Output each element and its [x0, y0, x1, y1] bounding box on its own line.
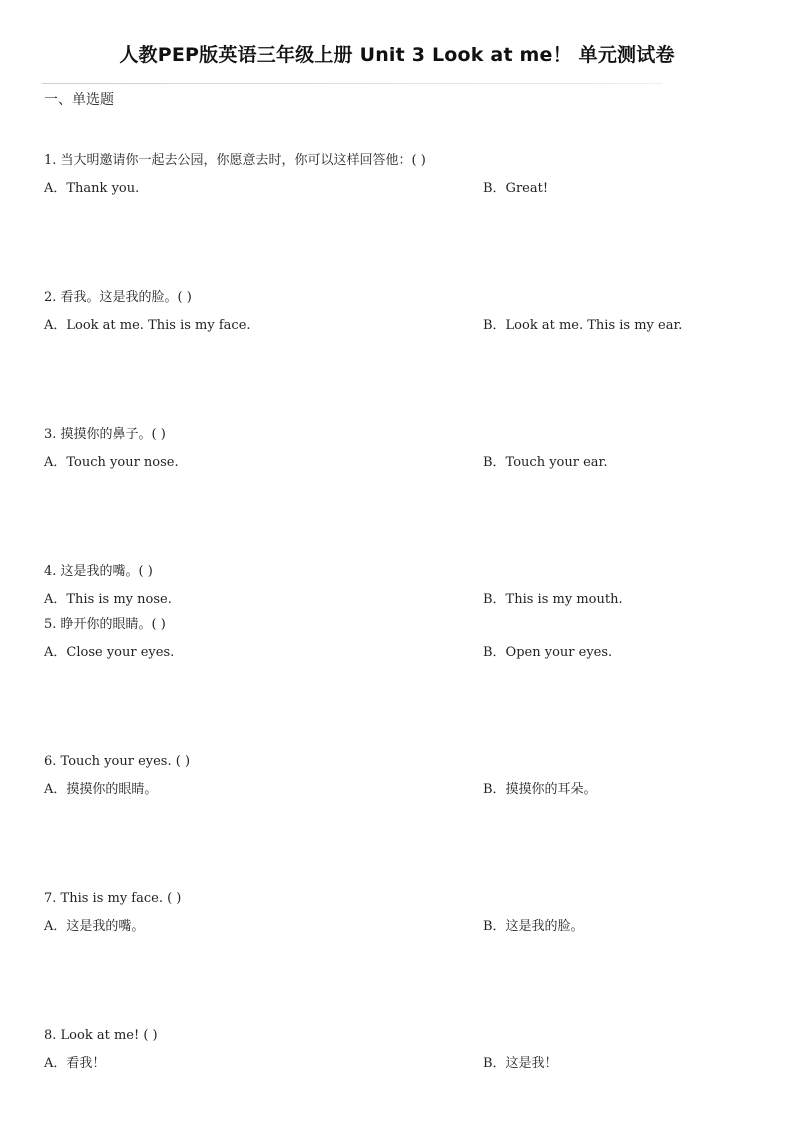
question-3-stem: 3. 摸摸你的鼻子。( ) [44, 427, 166, 442]
question-1-stem: 1. 当大明邀请你一起去公园，你愿意去时，你可以这样回答他：( ) [44, 153, 426, 168]
question-2-option-a[interactable]: A．Look at me. This is my face. [44, 318, 251, 333]
question-5-stem: 5. 睁开你的眼睛。( ) [44, 617, 166, 632]
question-1-option-a[interactable]: A．Thank you. [44, 181, 140, 196]
section-heading: 一、单选题 [44, 92, 114, 108]
question-5-option-a[interactable]: A．Close your eyes. [44, 645, 175, 660]
question-8-option-a[interactable]: A．看我！ [44, 1056, 106, 1071]
title-divider [42, 83, 662, 84]
question-6-option-b[interactable]: B．摸摸你的耳朵。 [483, 782, 597, 797]
question-3-option-b[interactable]: B．Touch your ear. [483, 455, 608, 470]
question-4-stem: 4. 这是我的嘴。( ) [44, 564, 153, 579]
question-8-stem: 8. Look at me! ( ) [44, 1028, 158, 1043]
question-3-option-a[interactable]: A．Touch your nose. [44, 455, 179, 470]
question-2-stem: 2. 看我。这是我的脸。( ) [44, 290, 192, 305]
question-6-option-a[interactable]: A．摸摸你的眼睛。 [44, 782, 158, 797]
question-4-option-a[interactable]: A．This is my nose. [44, 592, 172, 607]
question-7-option-a[interactable]: A．这是我的嘴。 [44, 919, 145, 934]
question-2-option-b[interactable]: B．Look at me. This is my ear. [483, 318, 683, 333]
page-title: 人教PEP版英语三年级上册 Unit 3 Look at me！ 单元测试卷 [119, 44, 675, 66]
question-1-option-b[interactable]: B．Great! [483, 181, 549, 196]
question-7-option-b[interactable]: B．这是我的脸。 [483, 919, 584, 934]
question-7-stem: 7. This is my face. ( ) [44, 891, 182, 906]
question-8-option-b[interactable]: B．这是我！ [483, 1056, 558, 1071]
question-6-stem: 6. Touch your eyes. ( ) [44, 754, 191, 769]
question-5-option-b[interactable]: B．Open your eyes. [483, 645, 613, 660]
question-4-option-b[interactable]: B．This is my mouth. [483, 592, 623, 607]
